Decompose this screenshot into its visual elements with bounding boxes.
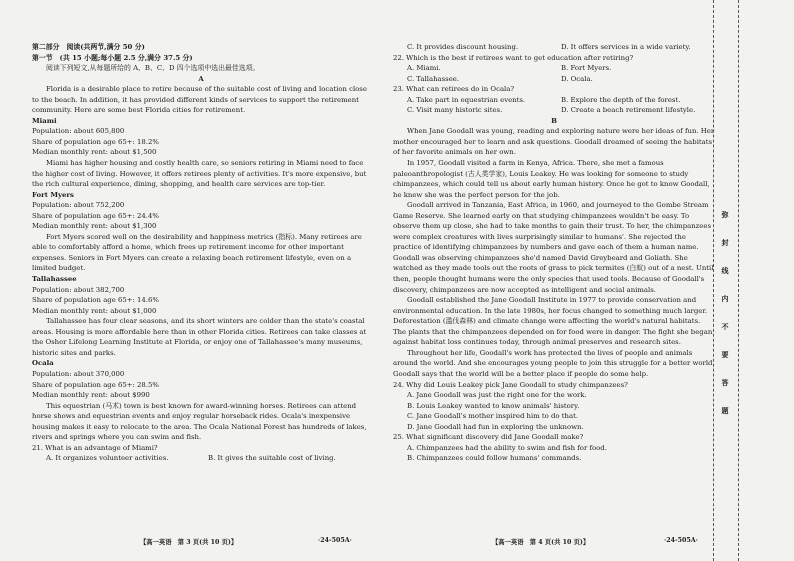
margin-char: 题 bbox=[721, 406, 729, 415]
option-a: A. Take part in equestrian events. bbox=[407, 95, 526, 104]
question-25-stem: 25. What significant discovery did Jane Goodall make? bbox=[393, 433, 584, 442]
question-23-options bbox=[393, 95, 715, 106]
question-22-options bbox=[393, 74, 715, 85]
option-d: D. Ocala. bbox=[561, 74, 593, 83]
city-rent: Median monthly rent: about $1,000 bbox=[32, 306, 157, 315]
instruction: 阅读下列短文,从每题所给的 A、B、C、D 四个选项中选出最佳选项。 bbox=[46, 64, 260, 73]
option-d: D. Create a beach retirement lifestyle. bbox=[561, 106, 696, 115]
city-name: Ocala bbox=[32, 359, 54, 368]
city-name: Miami bbox=[32, 116, 57, 125]
margin-char: 封 bbox=[721, 238, 729, 247]
seal-line bbox=[713, 0, 714, 561]
city-population: Population: about 605,800 bbox=[32, 127, 125, 136]
passage-a-intro: Florida is a desirable place to retire because of the suitable cost of living and location close to the beach. In addition, it has provided different kinds of services to support the retirement community. Here are some best Florida cities for retirement. bbox=[32, 85, 367, 115]
city-share: Share of population age 65+: 14.6% bbox=[32, 296, 159, 305]
option-c: C. It provides discount housing. bbox=[407, 43, 519, 51]
question-22-stem: 22. Which is the best if retirees want to get education after retiring? bbox=[393, 53, 634, 62]
option-b: B. Fort Myers. bbox=[561, 64, 612, 73]
city-population: Population: about 752,200 bbox=[32, 201, 125, 210]
passage-b-paragraph: When Jane Goodall was young, reading and exploring nature were her ideas of fun. Her mother encouraged her to learn and ask questions. Goodall dreamed of seeing the habitats of her favorite animals on her own. bbox=[393, 127, 715, 157]
city-description: Fort Myers scored well on the desirability and happiness metrics (指标). Many retirees are able to comfortably afford a home, which frees up retirement income for other important expenses. Seniors in Fort Myers can create a relaxing beach retirement lifestyle, even on a limited budget. bbox=[32, 232, 362, 273]
margin-char: 不 bbox=[721, 322, 729, 331]
option-d: D. It offers services in a wide variety. bbox=[561, 43, 691, 51]
city-description: Miami has higher housing and costly health care, so seniors retiring in Miami need to face the higher cost of living. However, it offers retirees plenty of activities. It's more expensive, but the rich cultural experience, dining, shopping, and health care services are top-tier. bbox=[32, 159, 367, 189]
city-share: Share of population age 65+: 28.5% bbox=[32, 380, 159, 389]
question-23-stem: 23. What can retirees do in Ocala? bbox=[393, 85, 515, 94]
city-population: Population: about 370,000 bbox=[32, 369, 125, 378]
question-22-options bbox=[393, 63, 715, 74]
question-23-options bbox=[393, 105, 715, 116]
passage-b-paragraph: In 1957, Goodall visited a farm in Kenya, Africa. There, she met a famous paleoanthropologist (古人类学家), Louis Leakey. He was looking for someone to study chimpanzees, which could tell us about early human history. Once he got to know Goodall, he knew she was the perfect person for the job. bbox=[393, 159, 710, 199]
city-share: Share of population age 65+: 18.2% bbox=[32, 137, 159, 146]
question-21-stem: 21. What is an advantage of Miami? bbox=[32, 443, 158, 452]
passage-b-paragraph: Goodall established the Jane Goodall Institute in 1977 to provide conservation and environmental education. In the late 1980s, her focus changed to something much larger. Deforestation (滥伐森林) and climate change were affecting the world's natural habitats. The plants that the chimpanzees depended on for food were in danger. The fight she began against habitat loss continues today, through animal preserves and research sites. bbox=[393, 296, 713, 347]
city-description: This equestrian (马术) town is best known for award-winning horses. Retirees can attend horse shows and equestrian events and enjoy regular horseback rides. Ocala's inexpensive housing makes it easy to relocate to the area. The Ocala National Forest has hundreds of lakes, rivers and springs where you can swim and fish. bbox=[32, 401, 367, 442]
footer-page-label: 【高一英语 第 3 页(共 10 页)】 bbox=[140, 539, 238, 546]
option-d: D. Jane Goodall had fun in exploring the unknown. bbox=[407, 422, 584, 431]
option-a: A. Jane Goodall was just the right one for the work. bbox=[407, 391, 587, 400]
option-a: A. Miami. bbox=[407, 64, 441, 73]
right-column bbox=[393, 42, 715, 464]
footer-code: ·24-505A· bbox=[664, 537, 698, 544]
margin-char: 要 bbox=[721, 350, 729, 359]
passage-b-label: B bbox=[551, 116, 557, 125]
city-rent: Median monthly rent: about $1,500 bbox=[32, 148, 157, 157]
option-c: C. Jane Goodall's mother inspired him to do that. bbox=[407, 412, 579, 421]
margin-char: 线 bbox=[721, 266, 729, 275]
margin-char: 弥 bbox=[721, 210, 729, 219]
section-title: 第二部分 阅读(共两节,满分 50 分) bbox=[32, 43, 145, 51]
question-21-options-cd bbox=[393, 42, 715, 53]
passage-b-paragraph: Throughout her life, Goodall's work has protected the lives of people and animals around the world. And she encourages young people to join this struggle for a better world. Goodall says that the world will be a better place if people do some help. bbox=[393, 348, 715, 378]
option-a: A. It organizes volunteer activities. bbox=[46, 454, 169, 463]
question-21-options bbox=[32, 453, 370, 464]
left-column bbox=[32, 42, 370, 464]
option-b: B. Chimpanzees could follow humans' commands. bbox=[407, 454, 582, 463]
passage-b-paragraph: Goodall arrived in Tanzania, East Africa, in 1960, and journeyed to the Gombe Stream Game Reserve. She learned early on that studying chimpanzees wouldn't be easy. To observe them up close, she had to take months to gain their trust. To her, the chimpanzees were complex creatures with lives surprisingly similar to humans'. She rejected the practice of identifying chimpanzees by numbers and gave each of them a human name. Goodall was observing chimpanzees she'd named David Greybeard and Goliath. She watched as they made tools out the roots of grass to pick termites (白蚁) out of a nest. Until then, people thought humans were the only species that used tools. Because of Goodall's discovery, chimpanzees are now accepted as intelligent and social animals. bbox=[393, 201, 714, 294]
option-c: C. Tallahassee. bbox=[407, 74, 460, 83]
city-rent: Median monthly rent: about $1,300 bbox=[32, 222, 157, 231]
city-rent: Median monthly rent: about $990 bbox=[32, 391, 150, 400]
subsection-title: 第一节 (共 15 小题;每小题 2.5 分,满分 37.5 分) bbox=[32, 53, 193, 62]
margin-char: 内 bbox=[721, 294, 729, 303]
city-population: Population: about 382,700 bbox=[32, 285, 125, 294]
footer-code: ·24-505A· bbox=[318, 537, 352, 544]
passage-a-label: A bbox=[198, 74, 204, 83]
footer-page-label: 【高一英语 第 4 页(共 10 页)】 bbox=[492, 539, 590, 546]
city-share: Share of population age 65+: 24.4% bbox=[32, 211, 159, 220]
city-name: Tallahassee bbox=[32, 275, 77, 284]
city-description: Tallahassee has four clear seasons, and its short winters are colder than the state's coastal areas. Housing is more affordable here than in other Florida cities. Retirees can take classes at the Osher Lifelong Learning Institute at Florida, or enjoy one of Tallahassee's many museums, historic sites and parks. bbox=[32, 317, 367, 357]
option-c: C. Visit many historic sites. bbox=[407, 106, 503, 115]
margin-char: 答 bbox=[721, 378, 729, 387]
option-a: A. Chimpanzees had the ability to swim and fish for food. bbox=[407, 443, 607, 452]
option-b: B. Explore the depth of the forest. bbox=[561, 95, 681, 104]
seal-line bbox=[738, 0, 739, 561]
city-name: Fort Myers bbox=[32, 190, 74, 199]
option-b: B. Louis Leakey wanted to know animals' history. bbox=[407, 401, 580, 410]
question-24-stem: 24. Why did Louis Leakey pick Jane Goodall to study chimpanzees? bbox=[393, 380, 628, 389]
option-b: B. It gives the suitable cost of living. bbox=[208, 454, 336, 463]
